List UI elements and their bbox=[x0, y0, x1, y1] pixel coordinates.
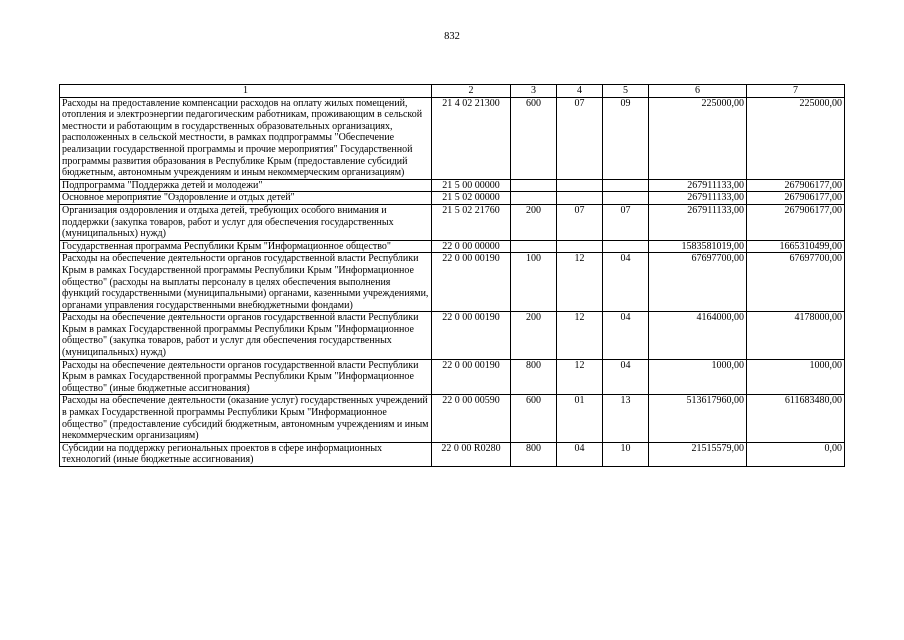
row-subsection bbox=[603, 179, 649, 192]
row-expense-type bbox=[511, 179, 557, 192]
row-section: 12 bbox=[557, 359, 603, 395]
row-description: Государственная программа Республики Крым "Информационное общество" bbox=[60, 240, 432, 253]
table-row bbox=[60, 97, 845, 179]
row-target-code: 21 5 02 00000 bbox=[432, 192, 511, 205]
row-section: 01 bbox=[557, 395, 603, 442]
row-description: Расходы на обеспечение деятельности органов государственной власти Республики Крым в рамках Государственной программы Республики Крым "Информационное общество" (расходы на выплаты персоналу в целях обеспечения выполнения функций государственными (муниципальными) органами, казенными учреждениями, органами управления государственными внебюджетными фондами) bbox=[60, 253, 432, 312]
col-header-2: 2 bbox=[432, 85, 511, 98]
row-description: Расходы на обеспечение деятельности (оказание услуг) государственных учреждений в рамках Государственной программы Республики Крым "Информационное общество" (предоставление субсидий бюджетным, автономным учреждениям и иным некоммерческим организациям) bbox=[60, 395, 432, 442]
page-number: 832 bbox=[444, 31, 460, 42]
row-amount-2: 225000,00 bbox=[747, 97, 845, 179]
row-section: 04 bbox=[557, 442, 603, 466]
col-header-4: 4 bbox=[557, 85, 603, 98]
row-subsection: 13 bbox=[603, 395, 649, 442]
col-header-7: 7 bbox=[747, 85, 845, 98]
row-target-code: 22 0 00 R0280 bbox=[432, 442, 511, 466]
col-header-3: 3 bbox=[511, 85, 557, 98]
row-amount-2: 267906177,00 bbox=[747, 192, 845, 205]
row-section bbox=[557, 240, 603, 253]
row-amount-1: 225000,00 bbox=[649, 97, 747, 179]
row-amount-2: 4178000,00 bbox=[747, 312, 845, 359]
row-amount-2: 67697700,00 bbox=[747, 253, 845, 312]
col-header-1: 1 bbox=[60, 85, 432, 98]
row-amount-2: 1665310499,00 bbox=[747, 240, 845, 253]
row-description: Организация оздоровления и отдыха детей, требующих особого внимания и поддержки (закупка товаров, работ и услуг для обеспечения государственных (муниципальных) нужд) bbox=[60, 204, 432, 240]
row-amount-2: 0,00 bbox=[747, 442, 845, 466]
row-target-code: 22 0 00 00190 bbox=[432, 359, 511, 395]
row-amount-1: 1583581019,00 bbox=[649, 240, 747, 253]
row-expense-type: 100 bbox=[511, 253, 557, 312]
row-amount-1: 267911133,00 bbox=[649, 179, 747, 192]
row-target-code: 21 4 02 21300 bbox=[432, 97, 511, 179]
row-amount-2: 1000,00 bbox=[747, 359, 845, 395]
row-amount-1: 4164000,00 bbox=[649, 312, 747, 359]
row-target-code: 22 0 00 00000 bbox=[432, 240, 511, 253]
row-expense-type: 800 bbox=[511, 442, 557, 466]
table-row bbox=[60, 240, 845, 253]
table-row bbox=[60, 442, 845, 466]
table-row bbox=[60, 312, 845, 359]
row-section: 07 bbox=[557, 204, 603, 240]
row-target-code: 21 5 00 00000 bbox=[432, 179, 511, 192]
row-target-code: 22 0 00 00190 bbox=[432, 312, 511, 359]
row-amount-2: 267906177,00 bbox=[747, 204, 845, 240]
row-amount-1: 67697700,00 bbox=[649, 253, 747, 312]
row-section: 07 bbox=[557, 97, 603, 179]
table-row bbox=[60, 395, 845, 442]
row-target-code: 22 0 00 00590 bbox=[432, 395, 511, 442]
row-subsection: 10 bbox=[603, 442, 649, 466]
header-row bbox=[60, 85, 845, 98]
row-expense-type bbox=[511, 240, 557, 253]
row-section: 12 bbox=[557, 312, 603, 359]
col-header-5: 5 bbox=[603, 85, 649, 98]
row-amount-1: 21515579,00 bbox=[649, 442, 747, 466]
row-description: Расходы на предоставление компенсации расходов на оплату жилых помещений, отопления и электроэнергии педагогическим работникам, проживающим в сельской местности и работающим в государственных образовательных организациях, расположенных в сельской местности, в рамках подпрограммы "Обеспечение реализации государственной программы и прочие мероприятия" Государственной программы развития образования в Республике Крым (предоставление субсидий бюджетным, автономным учреждениям и иным некоммерческим организациям) bbox=[60, 97, 432, 179]
row-expense-type: 600 bbox=[511, 97, 557, 179]
row-amount-1: 513617960,00 bbox=[649, 395, 747, 442]
row-amount-1: 267911133,00 bbox=[649, 192, 747, 205]
row-subsection: 04 bbox=[603, 359, 649, 395]
row-target-code: 21 5 02 21760 bbox=[432, 204, 511, 240]
row-amount-2: 267906177,00 bbox=[747, 179, 845, 192]
row-section bbox=[557, 179, 603, 192]
budget-table bbox=[59, 84, 845, 467]
row-subsection: 04 bbox=[603, 253, 649, 312]
table-row bbox=[60, 359, 845, 395]
row-section: 12 bbox=[557, 253, 603, 312]
table-row bbox=[60, 192, 845, 205]
row-description: Субсидии на поддержку региональных проектов в сфере информационных технологий (иные бюджетные ассигнования) bbox=[60, 442, 432, 466]
row-amount-1: 1000,00 bbox=[649, 359, 747, 395]
table-row bbox=[60, 204, 845, 240]
table-row bbox=[60, 179, 845, 192]
row-description: Основное мероприятие "Оздоровление и отдых детей" bbox=[60, 192, 432, 205]
row-expense-type: 600 bbox=[511, 395, 557, 442]
row-description: Расходы на обеспечение деятельности органов государственной власти Республики Крым в рамках Государственной программы Республики Крым "Информационное общество" (иные бюджетные ассигнования) bbox=[60, 359, 432, 395]
row-expense-type: 800 bbox=[511, 359, 557, 395]
row-subsection: 07 bbox=[603, 204, 649, 240]
row-subsection: 09 bbox=[603, 97, 649, 179]
row-subsection: 04 bbox=[603, 312, 649, 359]
row-target-code: 22 0 00 00190 bbox=[432, 253, 511, 312]
table-row bbox=[60, 253, 845, 312]
row-expense-type: 200 bbox=[511, 204, 557, 240]
row-amount-1: 267911133,00 bbox=[649, 204, 747, 240]
row-expense-type: 200 bbox=[511, 312, 557, 359]
col-header-6: 6 bbox=[649, 85, 747, 98]
row-description: Подпрограмма "Поддержка детей и молодежи" bbox=[60, 179, 432, 192]
row-description: Расходы на обеспечение деятельности органов государственной власти Республики Крым в рамках Государственной программы Республики Крым "Информационное общество" (закупка товаров, работ и услуг для обеспечения государственных (муниципальных) нужд) bbox=[60, 312, 432, 359]
row-amount-2: 611683480,00 bbox=[747, 395, 845, 442]
row-section bbox=[557, 192, 603, 205]
row-subsection bbox=[603, 240, 649, 253]
row-expense-type bbox=[511, 192, 557, 205]
row-subsection bbox=[603, 192, 649, 205]
